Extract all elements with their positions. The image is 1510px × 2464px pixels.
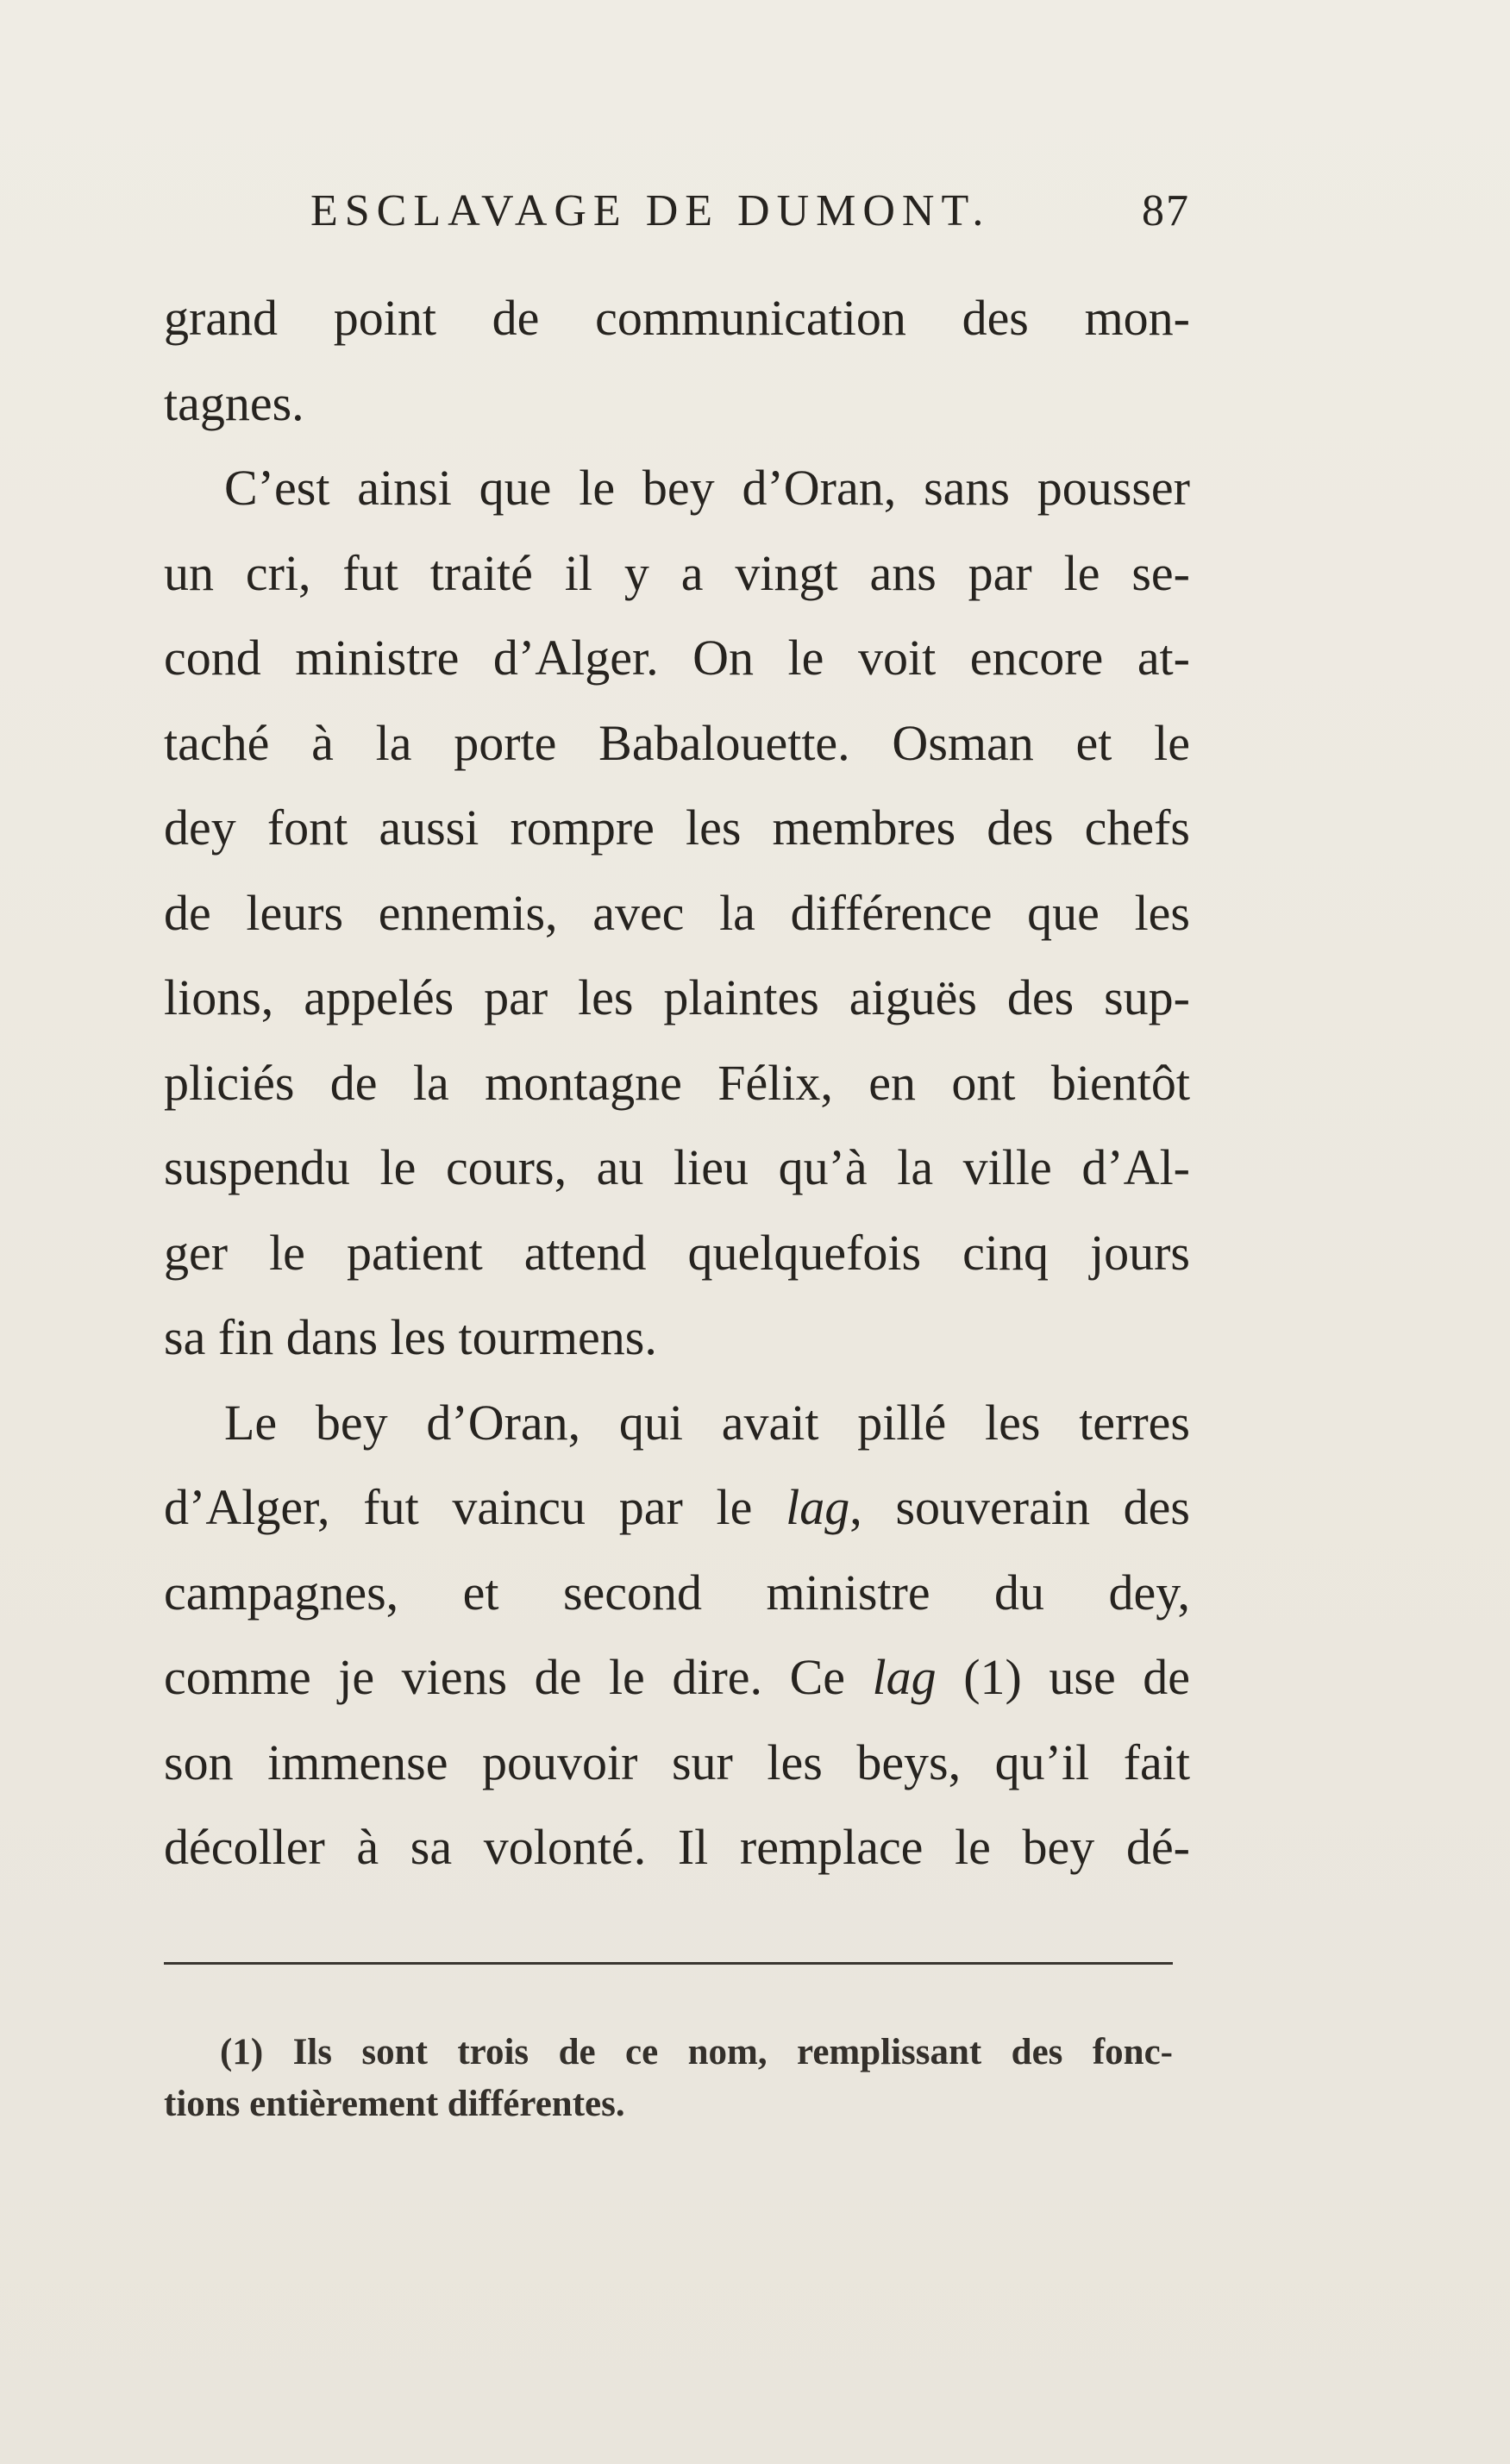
text-segment: (1) use de (936, 1649, 1191, 1705)
text-line: taché à la porte Babalouette. Osman et le (164, 714, 1190, 771)
text-line: C’est ainsi que le bey d’Oran, sans pousser (224, 460, 1190, 516)
page-header (164, 177, 1190, 246)
footnote-line: (1) Ils sont trois de ce nom, remplissant des fonc- (220, 2032, 1173, 2072)
text-line: grand point de communication des mon- (164, 290, 1190, 346)
italic-term-lag: lag (872, 1649, 937, 1705)
text-line: tagnes. (164, 374, 304, 431)
text-line: ger le patient attend quelquefois cinq jours (164, 1224, 1190, 1281)
text-line: cond ministre d’Alger. On le voit encore at- (164, 630, 1190, 686)
text-line: campagnes, et second ministre du dey, (164, 1564, 1190, 1621)
text-line: un cri, fut traité il y a vingt ans par le se- (164, 544, 1190, 601)
footnote (164, 2027, 1173, 2130)
text-segment: comme je viens de le dire. Ce (164, 1649, 873, 1705)
footnote-line: tions entièrement différentes. (164, 2084, 625, 2124)
text-line: suspendu le cours, au lieu qu’à la ville d’Al- (164, 1139, 1190, 1195)
italic-term-lag: lag (786, 1479, 850, 1535)
text-segment: d’Alger, fut vaincu par le (164, 1479, 786, 1535)
main-text (164, 276, 1190, 1890)
text-line: lions, appelés par les plaintes aiguës des sup- (164, 969, 1190, 1025)
text-line: décoller à sa volonté. Il remplace le bey dé- (164, 1819, 1190, 1875)
text-line: de leurs ennemis, avec la différence que les (164, 884, 1190, 941)
footnote-divider (164, 1962, 1173, 1965)
text-line (164, 1465, 1190, 1551)
text-line: dey font aussi rompre les membres des chefs (164, 799, 1190, 856)
text-line (164, 1635, 1190, 1721)
text-line: pliciés de la montagne Félix, en ont bientôt (164, 1054, 1190, 1111)
page-number: 87 (1142, 186, 1190, 235)
text-line: Le bey d’Oran, qui avait pillé les terres (224, 1394, 1190, 1451)
text-line: sa fin dans les tourmens. (164, 1309, 657, 1365)
text-segment: , souverain des (849, 1479, 1190, 1535)
running-title: ESCLAVAGE DE DUMONT. (310, 186, 991, 235)
text-line: son immense pouvoir sur les beys, qu’il fait (164, 1734, 1190, 1790)
